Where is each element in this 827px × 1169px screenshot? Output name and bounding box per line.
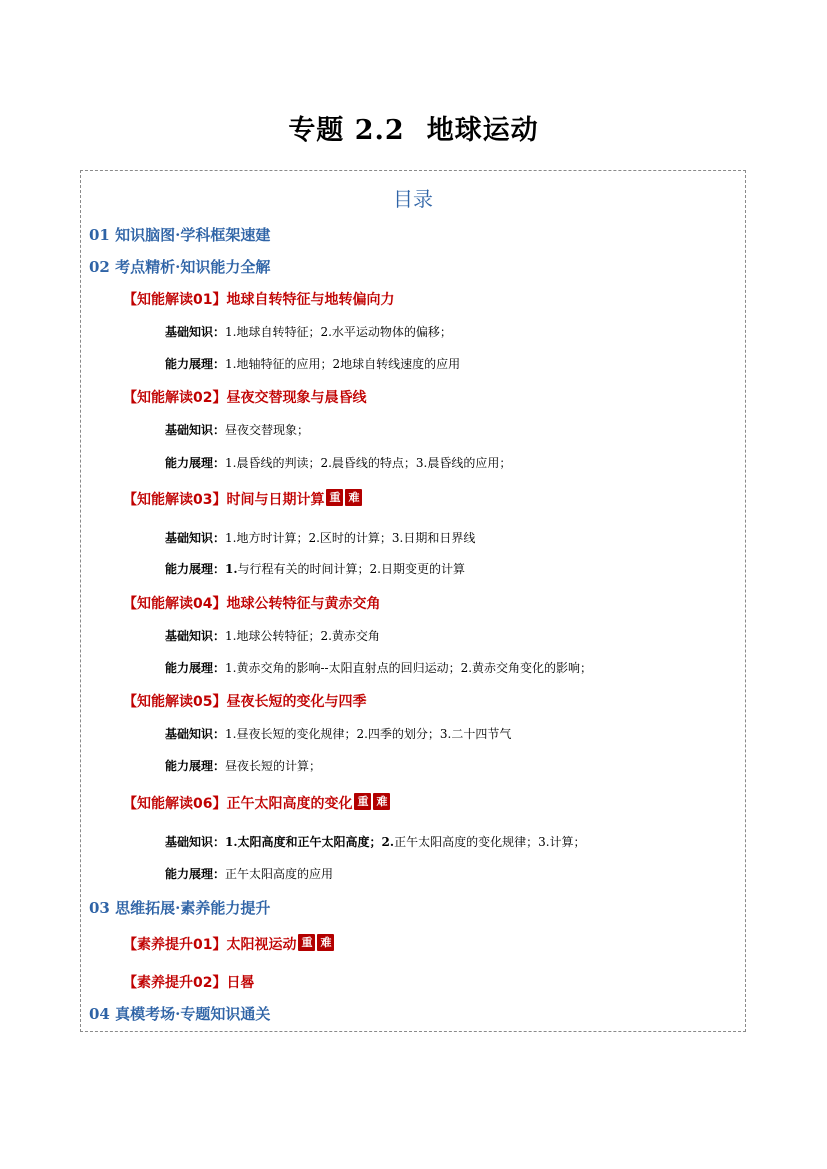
ability-text: 与行程有关的时间计算；2.日期变更的计算 <box>237 562 465 576</box>
toc-item-04[interactable]: 【知能解读04】地球公转特征与黄赤交角 <box>123 596 381 612</box>
toc-item-02-basic <box>165 421 309 438</box>
title-prefix: 专题 2.2 <box>288 115 405 146</box>
basic-text: 1.地球自转特征；2.水平运动物体的偏移； <box>225 325 452 339</box>
toc-item-03-title: 【知能解读03】时间与日期计算 <box>123 492 325 508</box>
toc-item-01-ability <box>165 355 460 372</box>
toc-item-07[interactable] <box>123 934 334 954</box>
basic-text-bold: 1.太阳高度和正午太阳高度；2. <box>225 835 395 849</box>
page-title <box>0 108 827 147</box>
basic-text: 1.地方时计算；2.区时的计算；3.日期和日界线 <box>225 531 476 545</box>
basic-text: 1.昼夜长短的变化规律；2.四季的划分；3.二十四节气 <box>225 727 512 741</box>
ability-text: 1.地轴特征的应用；2地球自转线速度的应用 <box>225 357 461 371</box>
basic-label: 基础知识： <box>165 423 226 437</box>
title-topic: 地球运动 <box>426 115 539 146</box>
toc-item-02-ability <box>165 454 511 471</box>
toc-item-06-ability <box>165 865 333 882</box>
basic-label: 基础知识： <box>165 835 226 849</box>
basic-text: 正午太阳高度的变化规律；3.计算； <box>394 835 586 849</box>
ability-text: 1.黄赤交角的影响--太阳直射点的回归运动；2.黄赤交角变化的影响； <box>225 661 593 675</box>
toc-item-01-basic <box>165 323 452 340</box>
toc-item-03[interactable] <box>123 489 362 509</box>
toc-box <box>80 170 746 1032</box>
toc-item-02[interactable]: 【知能解读02】昼夜交替现象与晨昏线 <box>123 390 367 406</box>
key-point-badge: 重 <box>354 793 371 810</box>
toc-item-05-ability <box>165 757 321 774</box>
difficult-point-badge: 难 <box>373 793 390 810</box>
key-point-badge: 重 <box>298 934 315 951</box>
toc-item-03-ability <box>165 560 465 577</box>
toc-item-05[interactable]: 【知能解读05】昼夜长短的变化与四季 <box>123 694 367 710</box>
ability-label: 能力展理： <box>165 456 226 470</box>
ability-text-bold: 1. <box>225 562 238 576</box>
difficult-point-badge: 难 <box>345 489 362 506</box>
ability-label: 能力展理： <box>165 759 226 773</box>
ability-label: 能力展理： <box>165 661 226 675</box>
basic-label: 基础知识： <box>165 727 226 741</box>
ability-label: 能力展理： <box>165 867 226 881</box>
key-point-badge: 重 <box>326 489 343 506</box>
toc-item-04-ability <box>165 659 592 676</box>
toc-item-01[interactable]: 【知能解读01】地球自转特征与地转偏向力 <box>123 292 395 308</box>
toc-heading: 目录 <box>393 187 433 211</box>
ability-text: 1.晨昏线的判读；2.晨昏线的特点；3.晨昏线的应用； <box>225 456 512 470</box>
toc-item-05-basic <box>165 725 511 742</box>
toc-item-06[interactable] <box>123 793 390 813</box>
basic-label: 基础知识： <box>165 531 226 545</box>
ability-label: 能力展理： <box>165 357 226 371</box>
toc-item-06-basic <box>165 833 586 850</box>
toc-section-02[interactable]: 02 考点精析·知识能力全解 <box>89 258 271 276</box>
ability-text: 昼夜长短的计算； <box>225 759 322 773</box>
toc-item-06-title: 【知能解读06】正午太阳高度的变化 <box>123 796 353 812</box>
toc-section-04[interactable]: 04 真模考场·专题知识通关 <box>89 1005 271 1023</box>
toc-item-03-basic <box>165 529 475 546</box>
ability-text: 正午太阳高度的应用 <box>225 867 334 881</box>
toc-item-07-title: 【素养提升01】太阳视运动 <box>123 937 297 953</box>
toc-section-01[interactable]: 01 知识脑图·学科框架速建 <box>89 226 271 244</box>
ability-label: 能力展理： <box>165 562 226 576</box>
toc-item-04-basic <box>165 627 380 644</box>
difficult-point-badge: 难 <box>317 934 334 951</box>
toc-section-03[interactable]: 03 思维拓展·素养能力提升 <box>89 899 271 917</box>
basic-label: 基础知识： <box>165 325 226 339</box>
basic-text: 昼夜交替现象； <box>225 423 310 437</box>
toc-item-08[interactable]: 【素养提升02】日晷 <box>123 975 255 991</box>
basic-label: 基础知识： <box>165 629 226 643</box>
basic-text: 1.地球公转特征；2.黄赤交角 <box>225 629 380 643</box>
